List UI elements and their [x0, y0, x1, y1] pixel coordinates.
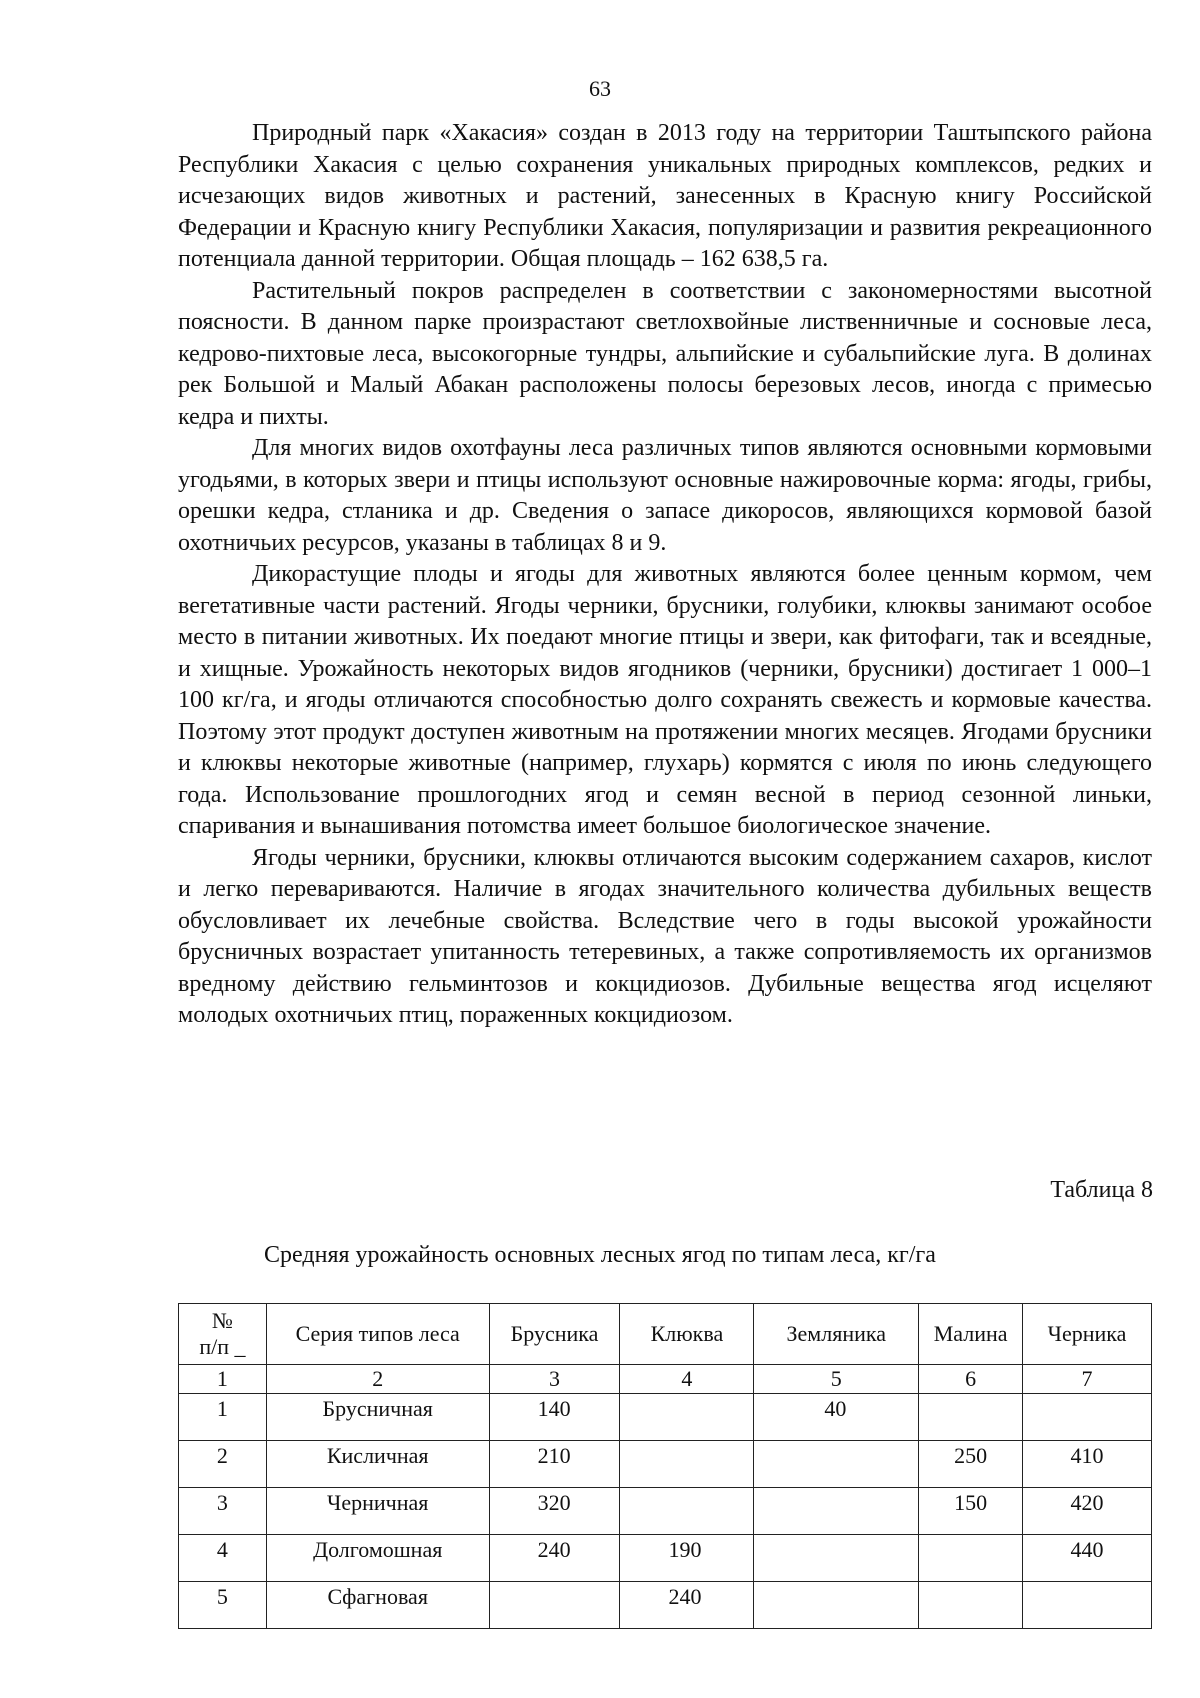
table-label: Таблица 8	[1050, 1177, 1153, 1203]
cell-cranberry: 190	[620, 1535, 754, 1582]
cell-number: 2	[179, 1441, 267, 1488]
cell-forest-type: Брусничная	[266, 1394, 489, 1441]
table-row	[179, 1394, 1152, 1441]
header-strawberry: Земляника	[754, 1304, 919, 1365]
cell-strawberry: 40	[754, 1394, 919, 1441]
page-number: 63	[589, 76, 611, 101]
column-number-row	[179, 1365, 1152, 1394]
cell-strawberry	[754, 1535, 919, 1582]
cell-blueberry: 420	[1023, 1488, 1152, 1535]
cell-lingonberry: 240	[489, 1535, 620, 1582]
cell-raspberry	[919, 1535, 1023, 1582]
cell-number: 3	[179, 1488, 267, 1535]
header-blueberry: Черника	[1023, 1304, 1152, 1365]
table-row	[179, 1535, 1152, 1582]
cell-number: 1	[179, 1394, 267, 1441]
header-forest-type: Серия типов леса	[266, 1304, 489, 1365]
column-number: 3	[489, 1365, 620, 1394]
paragraph: Растительный покров распределен в соответствии с закономерностями высотной поясности. В данном парке произрастают светлохвойные лиственничные и сосновые леса, кедрово-пихтовые леса, высокогорные тундры, альпийские и субальпийские луга. В долинах рек Большой и Малый Абакан расположены полосы березовых лесов, иногда с примесью кедра и пихты.	[178, 277, 1152, 430]
cell-cranberry	[620, 1441, 754, 1488]
cell-strawberry	[754, 1582, 919, 1629]
table-row	[179, 1488, 1152, 1535]
yield-table	[178, 1303, 1152, 1629]
cell-lingonberry: 320	[489, 1488, 620, 1535]
column-number: 4	[620, 1365, 754, 1394]
table-row	[179, 1582, 1152, 1629]
column-number: 1	[179, 1365, 267, 1394]
cell-blueberry	[1023, 1394, 1152, 1441]
cell-lingonberry	[489, 1582, 620, 1629]
cell-raspberry	[919, 1582, 1023, 1629]
table-title: Средняя урожайность основных лесных ягод по типам леса, кг/га	[264, 1242, 936, 1268]
cell-strawberry	[754, 1488, 919, 1535]
cell-forest-type: Черничная	[266, 1488, 489, 1535]
header-cranberry: Клюква	[620, 1304, 754, 1365]
cell-forest-type: Долгомошная	[266, 1535, 489, 1582]
paragraph: Для многих видов охотфауны леса различных типов являются основными кормовыми угодьями, в которых звери и птицы используют основные нажировочные корма: ягоды, грибы, орешки кедра, стланика и др. Сведения о запасе дикоросов, являющихся кормовой базой охотничьих ресурсов, указаны в таблицах 8 и 9.	[178, 435, 1152, 556]
cell-cranberry	[620, 1394, 754, 1441]
column-number: 2	[266, 1365, 489, 1394]
cell-blueberry: 410	[1023, 1441, 1152, 1488]
cell-raspberry: 150	[919, 1488, 1023, 1535]
paragraph: Ягоды черники, брусники, клюквы отличаются высоким содержанием сахаров, кислот и легко перевариваются. Наличие в ягодах значительного количества дубильных веществ обусловливает их лечебные свойства. Вследствие чего в годы высокой урожайности брусничных возрастает упитанность тетеревиных, а также сопротивляемость их организмов вредному действию гельминтозов и кокцидиозов. Дубильные вещества ягод исцеляют молодых охотничьих птиц, пораженных кокцидиозом.	[178, 844, 1152, 1028]
paragraph: Природный парк «Хакасия» создан в 2013 году на территории Таштыпского района Республики Хакасия с целью сохранения уникальных природных комплексов, редких и исчезающих видов животных и растений, занесенных в Красную книгу Российской Федерации и Красную книгу Республики Хакасия, популяризации и развития рекреационного потенциала данной территории. Общая площадь – 162 638,5 га.	[178, 120, 1152, 272]
header-raspberry: Малина	[919, 1304, 1023, 1365]
paragraph: Дикорастущие плоды и ягоды для животных являются более ценным кормом, чем вегетативные части растений. Ягоды черники, брусники, голубики, клюквы занимают особое место в питании животных. Их поедают многие птицы и звери, как фитофаги, так и всеядные, и хищные. Урожайность некоторых видов ягодников (черники, брусники) достигает 1 000–1 100 кг/га, и ягоды отличаются способностью долго сохранять свежесть и кормовые качества. Поэтому этот продукт доступен животным на протяжении многих месяцев. Ягодами брусники и клюквы некоторые животные (например, глухарь) кормятся с июля по июнь следующего года. Использование прошлогодних ягод и семян весной в период сезонной линьки, спаривания и вынашивания потомства имеет большое биологическое значение.	[178, 561, 1152, 839]
cell-raspberry	[919, 1394, 1023, 1441]
column-number: 6	[919, 1365, 1023, 1394]
cell-number: 5	[179, 1582, 267, 1629]
header-lingonberry: Брусника	[489, 1304, 620, 1365]
cell-forest-type: Сфагновая	[266, 1582, 489, 1629]
cell-blueberry	[1023, 1582, 1152, 1629]
table-row	[179, 1441, 1152, 1488]
cell-cranberry	[620, 1488, 754, 1535]
cell-lingonberry: 210	[489, 1441, 620, 1488]
cell-blueberry: 440	[1023, 1535, 1152, 1582]
header-number: № п/п _	[179, 1304, 267, 1365]
cell-cranberry: 240	[620, 1582, 754, 1629]
cell-forest-type: Кисличная	[266, 1441, 489, 1488]
cell-strawberry	[754, 1441, 919, 1488]
cell-raspberry: 250	[919, 1441, 1023, 1488]
column-number: 7	[1023, 1365, 1152, 1394]
column-number: 5	[754, 1365, 919, 1394]
body-text	[178, 118, 1152, 1032]
table-header-row	[179, 1304, 1152, 1365]
cell-number: 4	[179, 1535, 267, 1582]
cell-lingonberry: 140	[489, 1394, 620, 1441]
